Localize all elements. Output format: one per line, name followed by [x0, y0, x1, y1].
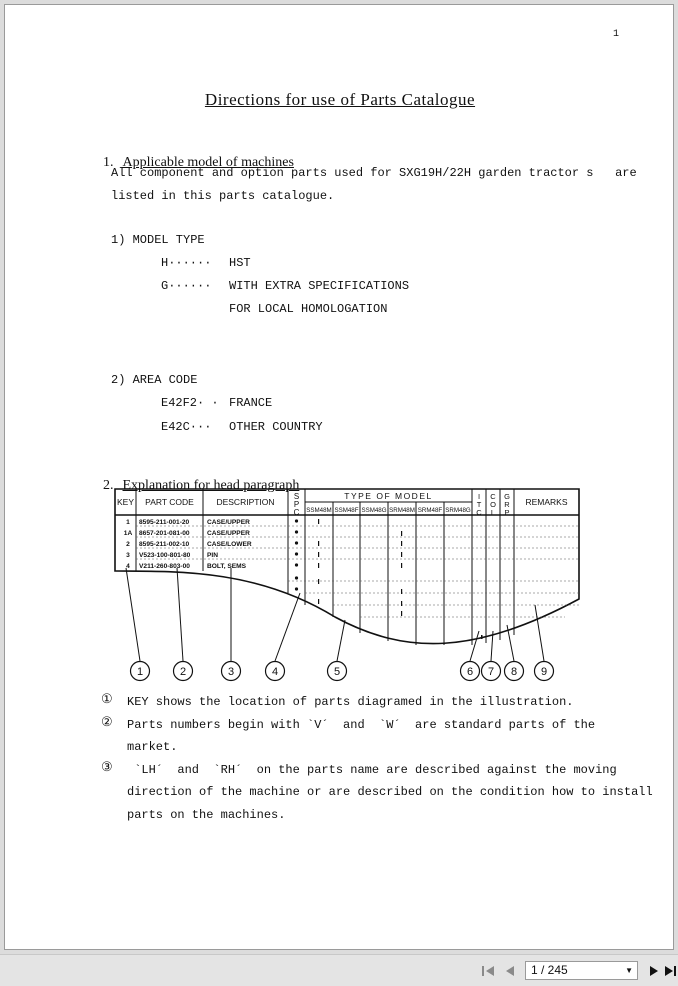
header-model-2: SSM48F: [334, 507, 359, 514]
header-spc-s: S: [293, 492, 300, 501]
area-code-france: FRANCE: [229, 396, 273, 410]
next-page-icon: [646, 963, 662, 979]
row-3-key: 2: [126, 541, 130, 548]
header-description: DESCRIPTION: [216, 497, 275, 507]
header-key: KEY: [116, 497, 135, 507]
note-3-line3: parts on the machines.: [127, 808, 286, 822]
callout-9: 9: [540, 666, 548, 678]
header-model-6: SRM48G: [445, 507, 471, 514]
row-5-desc: BOLT, SEMS: [207, 563, 247, 570]
section-1-title: Applicable model of machines: [122, 155, 294, 170]
viewer-toolbar: [0, 954, 678, 986]
model-type-desc-h: HST: [229, 256, 251, 270]
header-itc-i: I: [477, 492, 481, 501]
model-type-desc-g: WITH EXTRA SPECIFICATIONS: [229, 279, 410, 293]
head-paragraph-diagram: [5, 5, 675, 705]
chevron-down-icon: ▼: [625, 966, 633, 975]
document-page: [4, 4, 674, 950]
model-type-heading: 1) MODEL TYPE: [111, 233, 205, 247]
previous-page-icon: [502, 963, 518, 979]
note-1-marker: ①: [101, 692, 113, 707]
callout-8: 8: [510, 666, 518, 678]
section-1-number: 1.: [103, 155, 114, 170]
row-5-key: 4: [126, 563, 130, 570]
header-part-code: PART CODE: [145, 497, 194, 507]
model-type-code-h: H······: [161, 256, 212, 270]
next-page-button[interactable]: [646, 963, 662, 979]
section-1-text-line2: listed in this parts catalogue.: [111, 189, 335, 203]
row-1-key: 1: [126, 519, 130, 526]
note-3-line1: `LH´ and `RH´ on the parts name are described against the moving: [127, 763, 617, 777]
first-page-icon: [480, 963, 496, 979]
header-type-of-model: TYPE OF MODEL: [344, 491, 433, 501]
page-number-select[interactable]: [525, 961, 638, 980]
last-page-icon: [664, 963, 678, 979]
section-2-title: Explanation for head paragraph: [122, 478, 300, 493]
note-3-line2: direction of the machine or are described on the condition how to install: [127, 785, 653, 799]
note-3-marker: ③: [101, 760, 113, 775]
page-indicator: 1 / 245: [531, 963, 568, 977]
row-2-code: 8657-201-081-00: [139, 530, 190, 537]
header-model-4: SRM48M: [389, 507, 415, 514]
row-4-key: 3: [126, 552, 130, 559]
callout-3: 3: [227, 666, 235, 678]
header-model-3: SSM48G: [361, 507, 387, 514]
section-1-text-line1: All component and option parts used for SXG19H/22H garden tractor s are: [111, 166, 637, 180]
header-col-l: L: [490, 508, 496, 517]
callout-2: 2: [179, 666, 187, 678]
header-model-1: SSM48M: [306, 507, 332, 514]
previous-page-button[interactable]: [502, 963, 518, 979]
model-type-desc-g-cont: FOR LOCAL HOMOLOGATION: [229, 302, 388, 316]
row-1-desc: CASE/UPPER: [207, 519, 250, 526]
row-3-code: 8595-211-002-10: [139, 541, 190, 548]
page-number: 1: [613, 29, 620, 40]
callout-1: 1: [136, 666, 144, 678]
row-4-desc: PIN: [207, 552, 218, 559]
header-spc-c: C: [293, 508, 300, 517]
header-col-o: O: [490, 500, 496, 509]
header-grp-r: R: [504, 500, 510, 509]
last-page-button[interactable]: [664, 963, 678, 979]
callout-7: 7: [487, 666, 495, 678]
note-1-line1: KEY shows the location of parts diagramed in the illustration.: [127, 695, 574, 709]
note-2-line2: market.: [127, 740, 178, 754]
model-type-code-g: G······: [161, 279, 212, 293]
header-model-5: SRM48F: [417, 507, 443, 514]
header-grp-g: G: [504, 492, 510, 501]
row-5-code: V211-260-803-00: [139, 563, 190, 570]
row-2-desc: CASE/UPPER: [207, 530, 250, 537]
row-3-desc: CASE/LOWER: [207, 541, 252, 548]
area-code-france-code: E42F2· ·: [161, 396, 219, 410]
note-2-line1: Parts numbers begin with `V´ and `W´ are standard parts of the: [127, 718, 596, 732]
row-4-code: V523-100-801-80: [139, 552, 191, 559]
header-col-c: C: [490, 492, 496, 501]
row-1-code: 8595-211-001-20: [139, 519, 190, 526]
callout-6: 6: [466, 666, 474, 678]
first-page-button[interactable]: [480, 963, 496, 979]
document-title: Directions for use of Parts Catalogue: [204, 90, 476, 109]
area-code-heading: 2) AREA CODE: [111, 373, 198, 387]
area-code-other: OTHER COUNTRY: [229, 420, 323, 434]
section-2-number: 2.: [103, 478, 114, 493]
note-2-marker: ②: [101, 715, 113, 730]
row-2-key: 1A: [123, 530, 133, 537]
header-itc-t: T: [476, 500, 482, 509]
header-remarks: REMARKS: [525, 497, 568, 507]
header-grp-p: P: [504, 508, 510, 517]
header-spc-p: P: [293, 500, 300, 509]
header-itc-c: C: [476, 508, 482, 517]
callout-5: 5: [333, 666, 341, 678]
area-code-other-code: E42C···: [161, 420, 212, 434]
callout-4: 4: [271, 666, 279, 678]
